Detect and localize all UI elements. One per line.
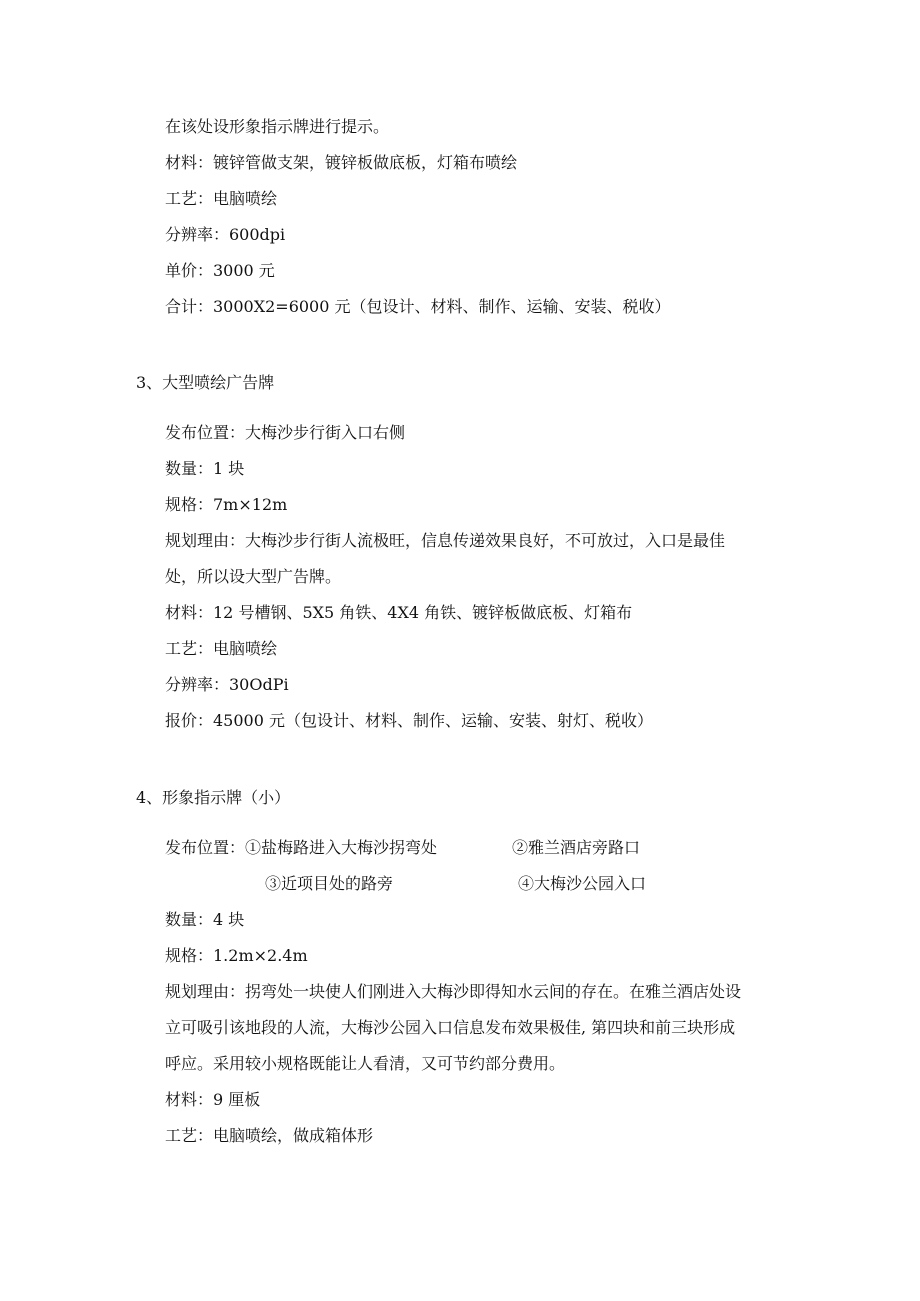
text-line: 工艺：电脑喷绘，做成箱体形 [165, 1126, 374, 1145]
text-line: 材料：12 号槽钢、5X5 角铁、4X4 角铁、镀锌板做底板、灯箱布 [165, 603, 633, 622]
section-heading: 4、形象指示牌（小） [136, 788, 291, 807]
location-item: ②雅兰酒店旁路口 [512, 838, 641, 857]
text-line: 发布位置：大梅沙步行街入口右侧 [165, 423, 406, 442]
text-line: 在该处设形象指示牌进行提示。 [165, 117, 390, 136]
text-line: 分辨率：30OdPi [165, 675, 289, 694]
text-line: 规格：1.2m×2.4m [165, 946, 308, 965]
text-line: 规划理由：大梅沙步行街人流极旺，信息传递效果良好，不可放过，入口是最佳 [165, 531, 726, 550]
text-line: 工艺：电脑喷绘 [165, 639, 278, 658]
location-item: ④大梅沙公园入口 [518, 874, 647, 893]
text-line: 数量：1 块 [165, 459, 245, 478]
text-line: 单价：3000 元 [165, 261, 275, 280]
location-line: 发布位置：①盐梅路进入大梅沙拐弯处 [165, 838, 438, 857]
text-line: 数量：4 块 [165, 910, 245, 929]
text-line: 合计：3000X2=6000 元（包设计、材料、制作、运输、安装、税收） [165, 297, 671, 316]
text-line: 材料：镀锌管做支架，镀锌板做底板，灯箱布喷绘 [165, 153, 518, 172]
text-line: 规划理由：拐弯处一块使人们刚进入大梅沙即得知水云间的存在。在雅兰酒店处设 [165, 982, 742, 1001]
text-line: 分辨率：600dpi [165, 225, 286, 244]
text-line: 立可吸引该地段的人流，大梅沙公园入口信息发布效果极佳, 第四块和前三块形成 [165, 1018, 736, 1037]
text-line: 材料：9 厘板 [165, 1090, 261, 1109]
text-line: 处，所以设大型广告牌。 [165, 567, 342, 586]
text-line: 工艺：电脑喷绘 [165, 189, 278, 208]
text-line: 规格：7m×12m [165, 495, 288, 514]
location-item: ③近项目处的路旁 [265, 874, 394, 893]
text-line: 报价：45000 元（包设计、材料、制作、运输、安装、射灯、税收） [165, 711, 653, 730]
section-heading: 3、大型喷绘广告牌 [136, 373, 275, 392]
text-line: 呼应。采用较小规格既能让人看清，又可节约部分费用。 [165, 1054, 566, 1073]
